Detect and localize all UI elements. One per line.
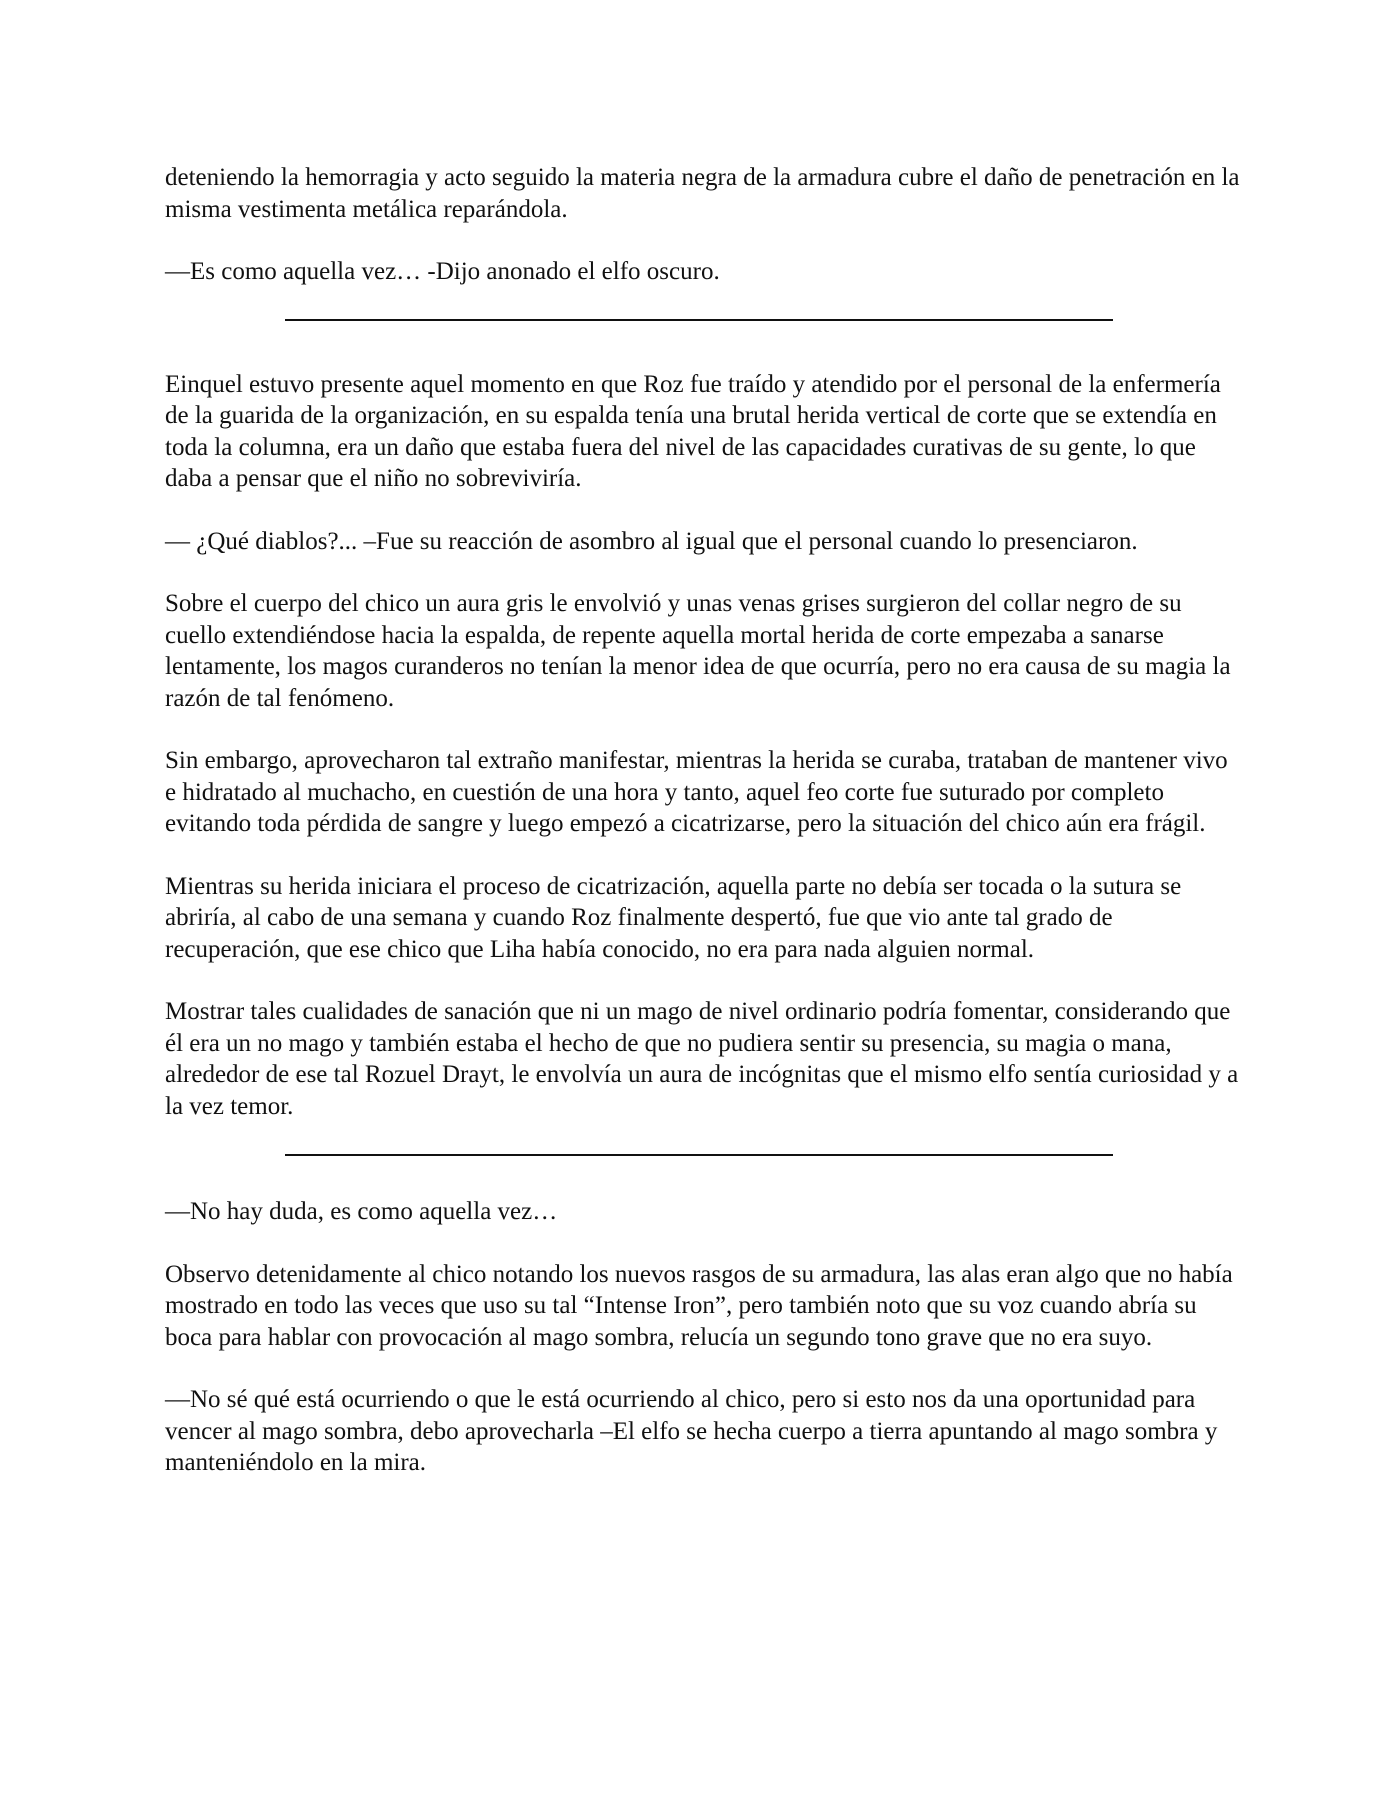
paragraph: —No sé qué está ocurriendo o que le está ocurriendo al chico, pero si esto nos da una oportunidad para vencer al mago sombra, debo aprovecharla –El elfo se hecha cuerpo a tierra apuntando al mago sombra y manteniéndolo en la mira. (165, 1386, 1218, 1476)
document-page (165, 162, 1240, 1510)
section-divider (285, 1154, 1113, 1156)
paragraph: Sin embargo, aprovecharon tal extraño manifestar, mientras la herida se curaba, trataban de mantener vivo e hidratado al muchacho, en cuestión de una hora y tanto, aquel feo corte fue suturado por completo evitando toda pérdida de sangre y luego empezó a cicatrizarse, pero la situación del chico aún era frágil. (165, 747, 1228, 837)
paragraph: Mientras su herida iniciara el proceso de cicatrización, aquella parte no debía ser tocada o la sutura se abriría, al cabo de una semana y cuando Roz finalmente despertó, fue que vio ante tal grado de recuperación, que ese chico que Liha había conocido, no era para nada alguien normal. (165, 872, 1182, 963)
section-divider (285, 319, 1113, 321)
paragraph: Einquel estuvo presente aquel momento en que Roz fue traído y atendido por el personal de la enfermería de la guarida de la organización, en su espalda tenía una brutal herida vertical de corte que se extendía en toda la columna, era un daño que estaba fuera del nivel de las capacidades curativas de su gente, lo que daba a pensar que el niño no sobreviviría. (165, 370, 1221, 492)
paragraph: —Es como aquella vez… -Dijo anonado el elfo oscuro. (165, 258, 720, 285)
paragraph: — ¿Qué diablos?... –Fue su reacción de asombro al igual que el personal cuando lo presenciaron. (165, 527, 1138, 555)
paragraph: deteniendo la hemorragia y acto seguido la materia negra de la armadura cubre el daño de penetración en la misma vestimenta metálica reparándola. (165, 164, 1240, 223)
paragraph: Observo detenidamente al chico notando los nuevos rasgos de su armadura, las alas eran algo que no había mostrado en todo las veces que uso su tal “Intense Iron”, pero también noto que su voz cuando abría su boca para hablar con provocación al mago sombra, relucía un segundo tono grave que no era suyo. (165, 1260, 1233, 1351)
paragraph: Mostrar tales cualidades de sanación que ni un mago de nivel ordinario podría fomentar, considerando que él era un no mago y también estaba el hecho de que no pudiera sentir su presencia, su magia o mana, alrededor de ese tal Rozuel Drayt, le envolvía un aura de incógnitas que el mismo elfo sentía curiosidad y a la vez temor. (165, 998, 1239, 1120)
paragraph: —No hay duda, es como aquella vez… (165, 1198, 558, 1225)
paragraph: Sobre el cuerpo del chico un aura gris le envolvió y unas venas grises surgieron del collar negro de su cuello extendiéndose hacia la espalda, de repente aquella mortal herida de corte empezaba a sanarse lentamente, los magos curanderos no tenían la menor idea de que ocurría, pero no era causa de su magia la razón de tal fenómeno. (165, 590, 1231, 712)
